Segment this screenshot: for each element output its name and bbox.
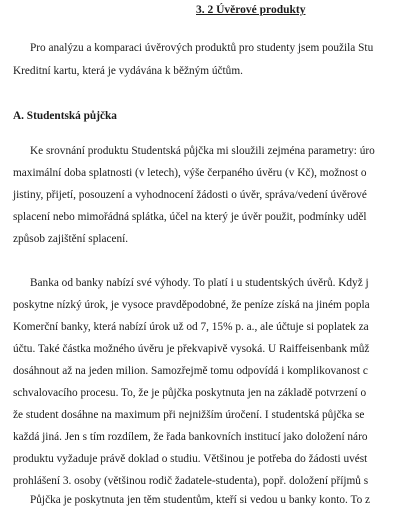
para2-line: produktu vyžaduje právě doklad o studiu. Většinou je potřeba do žádosti uvést (13, 453, 368, 465)
para2-line: dosáhnout až na jeden milion. Samozřejmě tomu odpovídá i komplikovanost c (13, 365, 368, 377)
intro-line: Pro analýzu a komparaci úvěrových produktů pro studenty jsem použila Stu (30, 42, 374, 54)
intro-line: Kreditní kartu, která je vydávána k běžným účtům. (13, 65, 243, 77)
section-a-heading: A. Studentská půjčka (13, 110, 117, 122)
para1-line: maximální doba splatnosti (v letech), výše čerpaného úvěru (v Kč), možnost o (13, 167, 367, 179)
para2-line: každá jiná. Jen s tím rozdílem, že řada bankovních institucí jako doložení náro (13, 431, 368, 443)
para2-line: poskytne nízký úrok, je vysoce pravděpodobné, že peníze získá na jiném popla (13, 299, 370, 311)
para2-line: schvalovacího procesu. To, že je půjčka poskytnuta jen na základě potvrzení o (13, 387, 367, 399)
para1-line: způsob zajištění splacení. (13, 233, 129, 245)
para1-line: splacení nebo mimořádná splátka, účel na který je úvěr použit, podmínky uděl (13, 211, 367, 223)
para1-line: Ke srovnání produktu Studentská půjčka mi sloužili zejména parametry: úro (30, 145, 375, 157)
para1-line: jistiny, přijetí, posouzení a vyhodnocení žádosti o úvěr, správa/vedení úvěrové (13, 189, 367, 201)
para2-line: Půjčka je poskytnuta jen těm studentům, kteří si vedou u banky konto. To z (30, 494, 371, 506)
para2-line: účtu. Také částka možného úvěru je překvapivě vysoká. U Raiffeisenbank můž (13, 343, 370, 355)
section-title: 3. 2 Úvěrové produkty (196, 4, 306, 16)
para2-line: Komerční banky, která nabízí úrok už od 7, 15% p. a., ale účtuje si poplatek za (13, 321, 369, 333)
para2-line: že student dosáhne na maximum při nejnižším úročení. I studentská půjčka se (13, 409, 365, 421)
para2-line: Banka od banky nabízí své výhody. To platí i u studentských úvěrů. Když j (30, 277, 369, 289)
para2-line: prohlášení 3. osoby (většinou rodič žadatele-studenta), popř. doložení příjmů s (13, 475, 369, 487)
